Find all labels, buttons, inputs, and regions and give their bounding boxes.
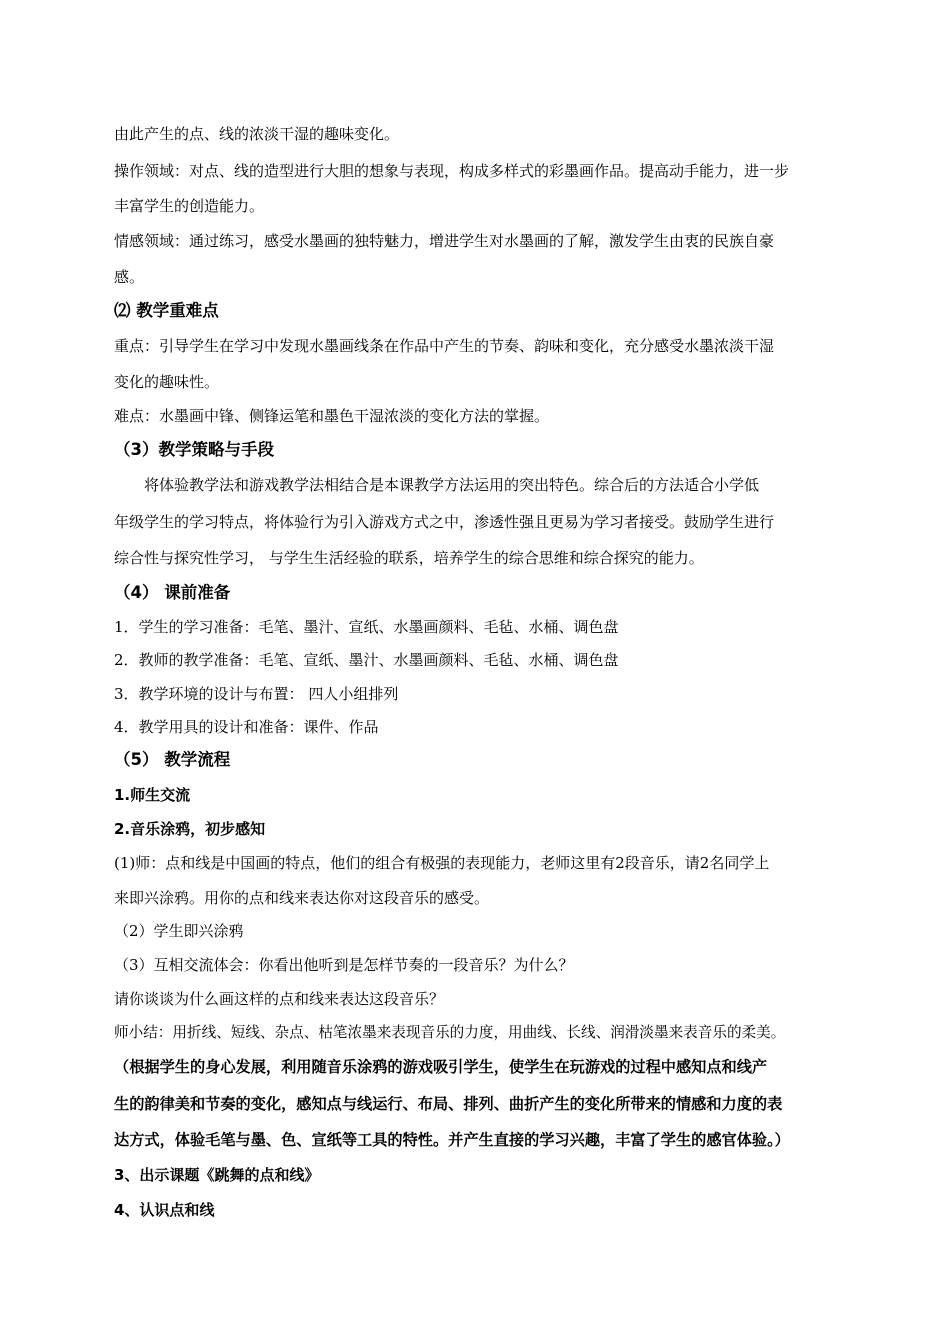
paragraph-line: 请你谈谈为什么画这样的点和线来表达这段音乐？ xyxy=(114,990,445,1008)
paragraph-line: 丰富学生的创造能力。 xyxy=(114,197,265,215)
paragraph-line: 变化的趣味性。 xyxy=(114,373,220,391)
sub-heading: 3、出示课题《跳舞的点和线》 xyxy=(114,1166,320,1184)
note-line: 生的韵律美和节奏的变化，感知点与线运行、布局、排列、曲折产生的变化所带来的情感和力度的表 xyxy=(114,1095,783,1113)
paragraph-line: 年级学生的学习特点，将体验行为引入游戏方式之中，渗透性强且更易为学习者接受。鼓励学生进行 xyxy=(114,513,775,531)
paragraph-line: 将体验教学法和游戏教学法相结合是本课教学方法运用的突出特色。综合后的方法适合小学低 xyxy=(144,476,760,494)
paragraph-line: 重点：引导学生在学习中发现水墨画线条在作品中产生的节奏、韵味和变化，充分感受水墨浓淡干湿 xyxy=(114,337,775,355)
paragraph-line: 操作领域：对点、线的造型进行大胆的想象与表现，构成多样式的彩墨画作品。提高动手能力，进一步 xyxy=(114,162,790,180)
section-heading: （3）教学策略与手段 xyxy=(114,440,274,459)
paragraph-line: 来即兴涂鸦。用你的点和线来表达你对这段音乐的感受。 xyxy=(114,889,490,907)
paragraph-line: （2）学生即兴涂鸦 xyxy=(114,922,244,940)
paragraph-line: 由此产生的点、线的浓淡干湿的趣味变化。 xyxy=(114,125,400,143)
list-item: 1．学生的学习准备：毛笔、墨汁、宣纸、水墨画颜料、毛毡、水桶、调色盘 xyxy=(114,618,619,636)
section-heading: ⑵ 教学重难点 xyxy=(114,301,219,320)
paragraph-line: 情感领域：通过练习，感受水墨画的独特魅力，增进学生对水墨画的了解，激发学生由衷的民族自豪 xyxy=(114,232,775,250)
paragraph-line: （3）互相交流体会：你看出他听到是怎样节奏的一段音乐？为什么？ xyxy=(114,956,574,974)
note-line: （根据学生的身心发展，利用随音乐涂鸦的游戏吸引学生，使学生在玩游戏的过程中感知点和线产 xyxy=(114,1058,768,1076)
list-item: 4．教学用具的设计和准备：课件、作品 xyxy=(114,718,379,736)
paragraph-line: 师小结：用折线、短线、杂点、枯笔浓墨来表现音乐的力度，用曲线、长线、润滑淡墨来表音乐的柔美。 xyxy=(114,1024,786,1041)
list-item: 2．教师的教学准备：毛笔、宣纸、墨汁、水墨画颜料、毛毡、水桶、调色盘 xyxy=(114,651,619,669)
note-line: 达方式，体验毛笔与墨、色、宣纸等工具的特性。并产生直接的学习兴趣，丰富了学生的感官体验。） xyxy=(114,1131,790,1149)
list-item: 3．教学环境的设计与布置： 四人小组排列 xyxy=(114,685,399,703)
paragraph-line: 难点：水墨画中锋、侧锋运笔和墨色干湿浓淡的变化方法的掌握。 xyxy=(114,407,550,425)
sub-heading: 2.音乐涂鸦，初步感知 xyxy=(114,820,266,838)
paragraph-line: 综合性与探究性学习， 与学生生活经验的联系，培养学生的综合思维和综合探究的能力。 xyxy=(114,549,704,567)
sub-heading: 1.师生交流 xyxy=(114,786,191,804)
paragraph-line: (1)师：点和线是中国画的特点，他们的组合有极强的表现能力，老师这里有2段音乐，请2名同学上 xyxy=(114,854,770,872)
paragraph-line: 感。 xyxy=(114,268,145,286)
sub-heading: 4、认识点和线 xyxy=(114,1201,215,1219)
section-heading: （4） 课前准备 xyxy=(114,583,231,602)
section-heading: （5） 教学流程 xyxy=(114,750,231,769)
